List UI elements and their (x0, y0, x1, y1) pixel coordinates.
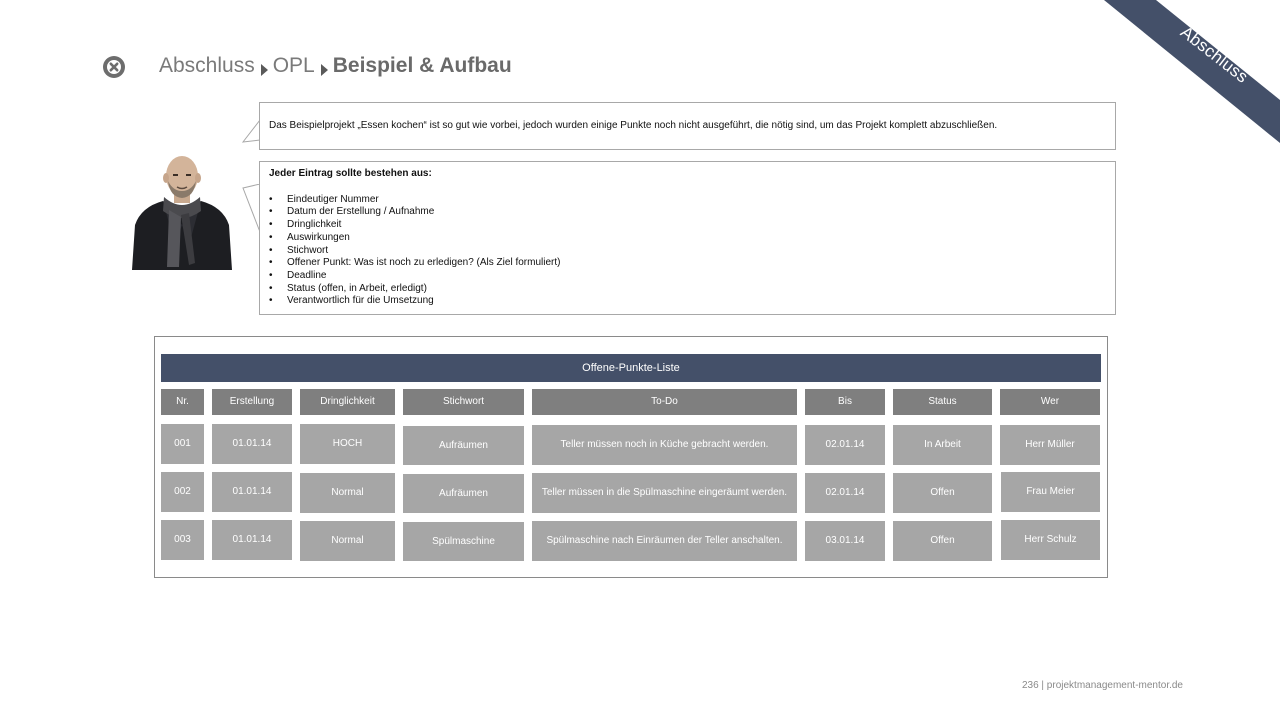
triangle-right-icon (319, 59, 329, 73)
table-cell-erstellung: 01.01.14 (212, 520, 292, 560)
table-cell-nr: 001 (161, 424, 204, 464)
table-cell-status: Offen (893, 521, 992, 561)
triangle-right-icon (259, 59, 269, 73)
list-item: • Dringlichkeit (269, 219, 1106, 232)
table-cell-nr: 002 (161, 472, 204, 512)
list-item: • Offener Punkt: Was ist noch zu erledigen? (Als Ziel formuliert) (269, 257, 1106, 270)
column-header-erstellung: Erstellung (212, 389, 292, 415)
speech-bubble-intro (259, 102, 1116, 150)
requirements-heading: Jeder Eintrag sollte bestehen aus: (269, 168, 432, 179)
list-item: • Datum der Erstellung / Aufnahme (269, 206, 1106, 219)
column-header-wer: Wer (1000, 389, 1100, 415)
column-header-stichwort: Stichwort (403, 389, 524, 415)
close-circle-icon[interactable] (102, 55, 126, 79)
table-cell-stichwort: Aufräumen (403, 474, 524, 513)
page-footer: 236 | projektmanagement-mentor.de (1021, 680, 1183, 691)
table-cell-status: In Arbeit (893, 425, 992, 465)
opl-table-title: Offene-Punkte-Liste (161, 354, 1101, 382)
list-item: • Verantwortlich für die Umsetzung (269, 295, 1106, 308)
speech-bubble-entry-requirements (259, 161, 1116, 315)
column-header-todo: To-Do (532, 389, 797, 415)
table-cell-bis: 03.01.14 (805, 521, 885, 561)
column-header-dringlichkeit: Dringlichkeit (300, 389, 395, 415)
requirements-list (269, 194, 1106, 308)
table-cell-erstellung: 01.01.14 (212, 424, 292, 464)
column-header-status: Status (893, 389, 992, 415)
table-cell-wer: Herr Schulz (1001, 520, 1100, 560)
table-cell-bis: 02.01.14 (805, 473, 885, 513)
table-cell-bis: 02.01.14 (805, 425, 885, 465)
intro-text: Das Beispielprojekt „Essen kochen“ ist so gut wie vorbei, jedoch wurden einige Punkte noch nicht ausgeführt, die nötig sind, um das Projekt komplett abzuschließen. (269, 120, 998, 131)
table-cell-dringlichkeit: HOCH (300, 424, 395, 464)
table-cell-status: Offen (893, 473, 992, 513)
list-item: • Deadline (269, 270, 1106, 283)
list-item: • Status (offen, in Arbeit, erledigt) (269, 283, 1106, 296)
table-cell-stichwort: Spülmaschine (403, 522, 524, 561)
table-cell-stichwort: Aufräumen (403, 426, 524, 465)
list-item: • Eindeutiger Nummer (269, 194, 1106, 207)
bald-man-avatar (131, 155, 233, 270)
column-header-bis: Bis (805, 389, 885, 415)
table-cell-dringlichkeit: Normal (300, 521, 395, 561)
table-cell-wer: Frau Meier (1001, 472, 1100, 512)
breadcrumb-item-opl[interactable]: OPL (272, 54, 315, 77)
table-cell-dringlichkeit: Normal (300, 473, 395, 513)
table-cell-todo: Teller müssen in die Spülmaschine eingeräumt werden. (532, 473, 797, 513)
table-cell-wer: Herr Müller (1000, 425, 1100, 465)
breadcrumb-item-abschluss[interactable]: Abschluss (159, 54, 255, 77)
table-cell-todo: Spülmaschine nach Einräumen der Teller anschalten. (532, 521, 797, 561)
breadcrumb-item-current: Beispiel & Aufbau (332, 54, 512, 77)
ribbon-label: Abschluss (1176, 22, 1252, 87)
table-cell-todo: Teller müssen noch in Küche gebracht werden. (532, 425, 797, 465)
list-item: • Stichwort (269, 245, 1106, 258)
list-item: • Auswirkungen (269, 232, 1106, 245)
table-cell-nr: 003 (161, 520, 204, 560)
column-header-nr: Nr. (161, 389, 204, 415)
breadcrumb (159, 52, 512, 80)
table-cell-erstellung: 01.01.14 (212, 472, 292, 512)
